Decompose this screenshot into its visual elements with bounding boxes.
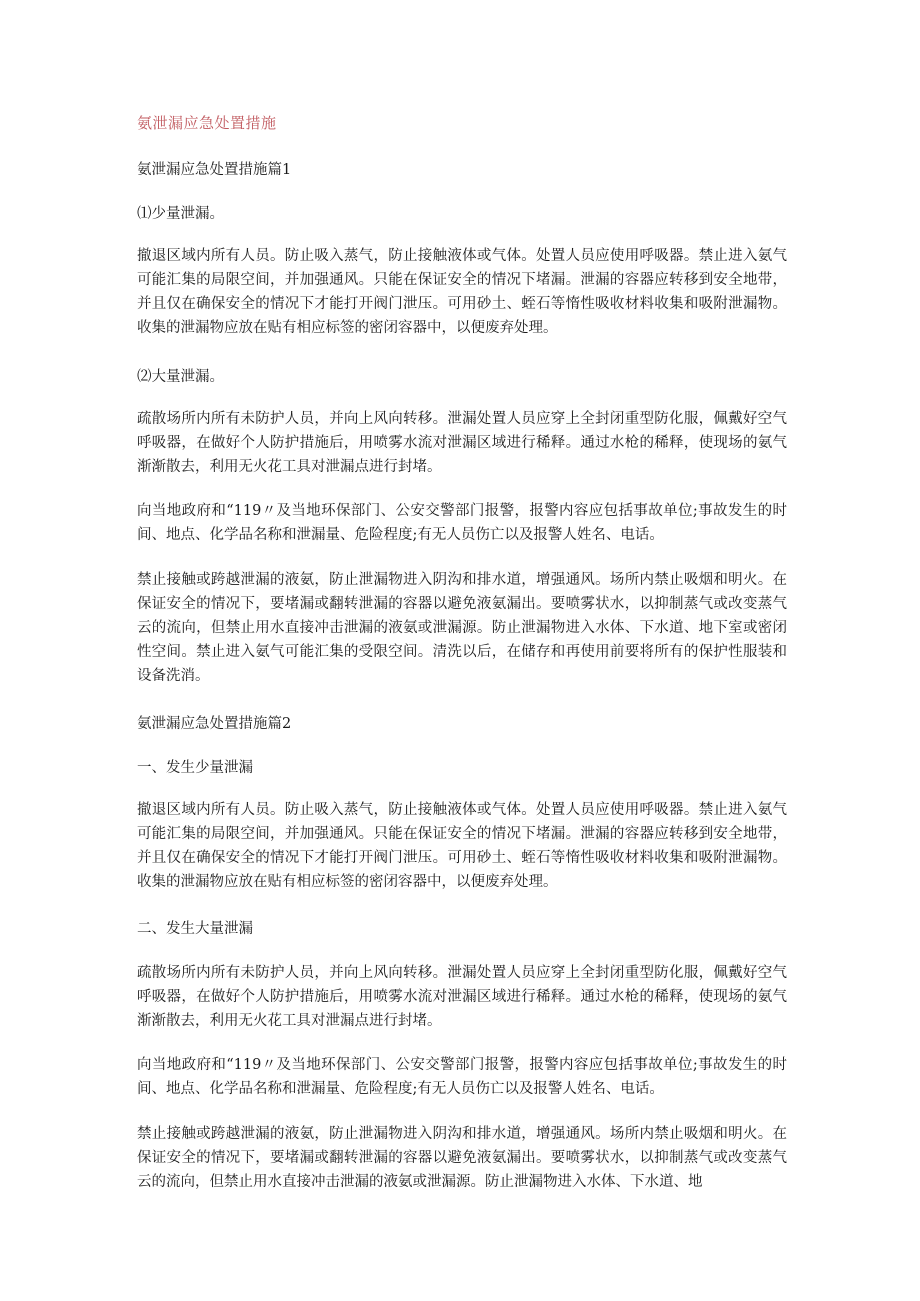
paragraph: 禁止接触或跨越泄漏的液氨，防止泄漏物进入阴沟和排水道，增强通风。场所内禁止吸烟和明火。在保证安全的情况下，要堵漏或翻转泄漏的容器以避免液氨漏出。要喷雾状水，以抑制蒸气或改变蒸气云的流向，但禁止用水直接冲击泄漏的液氨或泄漏源。防止泄漏物进入水体、下水道、地 — [137, 1126, 787, 1190]
subsection-heading-small-leak-2: 一、发生少量泄漏 — [137, 760, 253, 776]
paragraph: 疏散场所内所有未防护人员，并向上风向转移。泄漏处置人员应穿上全封闭重型防化服，佩戴好空气呼吸器，在做好个人防护措施后，用喷雾水流对泄漏区域进行稀释。通过水枪的稀释，使现场的氨气渐渐散去，利用无火花工具对泄漏点进行封堵。 — [137, 411, 787, 475]
subsection-heading-large-leak: ⑵大量泄漏。 — [137, 369, 224, 385]
section-heading-1: 氨泄漏应急处置措施篇1 — [137, 162, 292, 178]
paragraph: 向当地政府和“119〃及当地环保部门、公安交警部门报警，报警内容应包括事故单位;事故发生的时间、地点、化学品名称和泄漏量、危险程度;有无人员伤亡以及报警人姓名、电话。 — [137, 1057, 787, 1097]
subsection-heading-small-leak: ⑴少量泄漏。 — [137, 206, 224, 222]
paragraph: 禁止接触或跨越泄漏的液氨，防止泄漏物进入阴沟和排水道，增强通风。场所内禁止吸烟和明火。在保证安全的情况下，要堵漏或翻转泄漏的容器以避免液氨漏出。要喷雾状水，以抑制蒸气或改变蒸气云的流向，但禁止用水直接冲击泄漏的液氨或泄漏源。防止泄漏物进入水体、下水道、地下室或密闭性空间。禁止进入氨气可能汇集的受限空间。清洗以后，在储存和再使用前要将所有的保护性服装和设备洗消。 — [137, 572, 787, 684]
document-title: 氨泄漏应急处置措施 — [137, 114, 277, 132]
paragraph: 撤退区域内所有人员。防止吸入蒸气，防止接触液体或气体。处置人员应使用呼吸器。禁止进入氨气可能汇集的局限空间，并加强通风。只能在保证安全的情况下堵漏。泄漏的容器应转移到安全地带，并且仅在确保安全的情况下才能打开阀门泄压。可用砂土、蛭石等惰性吸收材料收集和吸附泄漏物。收集的泄漏物应放在贴有相应标签的密闭容器中，以便废弃处理。 — [137, 248, 787, 336]
paragraph: 疏散场所内所有未防护人员，并向上风向转移。泄漏处置人员应穿上全封闭重型防化服，佩戴好空气呼吸器，在做好个人防护措施后，用喷雾水流对泄漏区域进行稀释。通过水枪的稀释，使现场的氨气渐渐散去，利用无火花工具对泄漏点进行封堵。 — [137, 965, 787, 1029]
paragraph: 向当地政府和“119〃及当地环保部门、公安交警部门报警，报警内容应包括事故单位;事故发生的时间、地点、化学品名称和泄漏量、危险程度;有无人员伤亡以及报警人姓名、电话。 — [137, 503, 787, 543]
paragraph: 撤退区域内所有人员。防止吸入蒸气，防止接触液体或气体。处置人员应使用呼吸器。禁止进入氨气可能汇集的局限空间，并加强通风。只能在保证安全的情况下堵漏。泄漏的容器应转移到安全地带，并且仅在确保安全的情况下才能打开阀门泄压。可用砂土、蛭石等惰性吸收材料收集和吸附泄漏物。收集的泄漏物应放在贴有相应标签的密闭容器中，以便废弃处理。 — [137, 802, 787, 890]
subsection-heading-large-leak-2: 二、发生大量泄漏 — [137, 921, 253, 937]
section-heading-2: 氨泄漏应急处置措施篇2 — [137, 716, 292, 732]
